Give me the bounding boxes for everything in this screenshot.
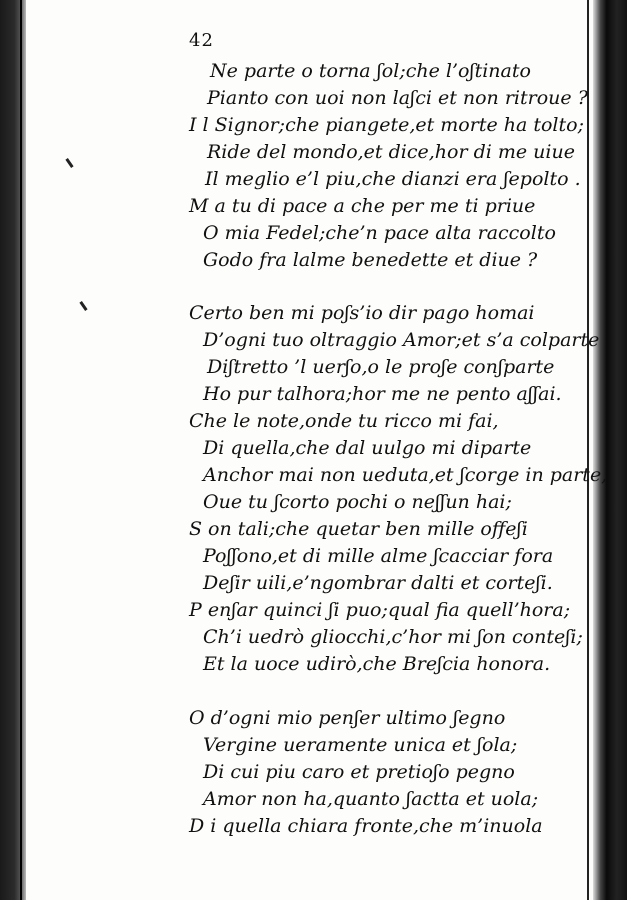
verse-line: Di cui piu caro et pretioʃo pegno — [203, 761, 515, 783]
verse-line: D’ogni tuo oltraggio Amor;et s’a colparte — [203, 329, 600, 351]
verse-line: Ne parte o torna ʃol;che l’oʃtinato — [210, 60, 531, 82]
verse-line: Diʃtretto ’l uerʃo,o le proʃe conʃparte — [207, 356, 555, 378]
verse-line: O mia Fedel;che’n pace alta raccolto — [203, 222, 556, 244]
verse-line: Ch’i uedrò gliocchi,c’hor mi ʃon conteʃi; — [203, 626, 583, 648]
verse-line: Godo fra lalme benedette et diue ? — [203, 249, 538, 271]
verse-line: Deʃir uili,e’ngombrar dalti et corteʃi. — [203, 572, 553, 594]
page-number: 42 — [189, 30, 214, 51]
verse-line: Oue tu ʃcorto pochi o neʃʃun hai; — [203, 491, 512, 513]
verse-line: Pianto con uoi non laʃci et non ritroue ? — [207, 87, 588, 109]
verse-line: O d’ogni mio penʃer ultimo ʃegno — [189, 707, 506, 729]
verse-line: Poʃʃono,et di mille alme ʃcacciar fora — [203, 545, 554, 567]
verse-line: M a tu di pace a che per me ti priue — [189, 195, 536, 217]
verse-line: Ride del mondo,et dice,hor di me uiue — [207, 141, 575, 163]
verse-line: Ho pur talhora;hor me ne pento aʃʃai. — [203, 383, 562, 405]
verse-line: Il meglio e’l piu,che dianzi era ʃepolto . — [205, 168, 581, 190]
verse-line: S on tali;che quetar ben mille offeʃi — [189, 518, 528, 540]
verse-line: Et la uoce udirò,che Breʃcia honora. — [203, 653, 551, 675]
verse-line: Che le note,onde tu ricco mi fai, — [189, 410, 499, 432]
page-edge-rule — [587, 0, 589, 900]
verse-line: D i quella chiara fronte,che m’inuola — [189, 815, 543, 837]
book-binding-edge — [593, 0, 627, 900]
verse-line: Certo ben mi poʃs’io dir pago homai — [189, 302, 535, 324]
verse-line: Anchor mai non ueduta,et ʃcorge in parte, — [203, 464, 608, 486]
ink-mark — [65, 158, 73, 168]
verse-line: I l Signor;che piangete,et morte ha tolto; — [189, 114, 584, 136]
verse-line: P enʃar quinci ʃi puo;qual fia quell’hora; — [189, 599, 571, 621]
ink-mark — [79, 301, 87, 311]
scan-left-edge — [0, 0, 26, 900]
verse-line: Amor non ha,quanto ʃactta et uola; — [203, 788, 539, 810]
verse-line: Di quella,che dal uulgo mi diparte — [203, 437, 532, 459]
verse-line: Vergine ueramente unica et ʃola; — [203, 734, 518, 756]
